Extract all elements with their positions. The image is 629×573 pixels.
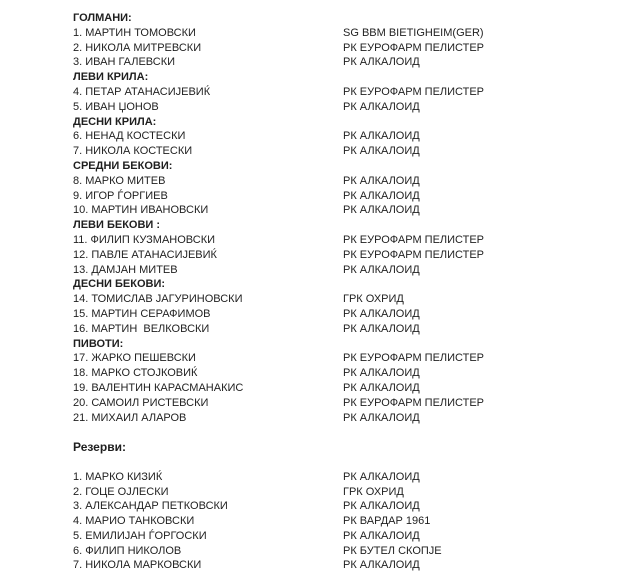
- player-name: 12. ПАВЛЕ АТАНАСИЈЕВИЌ: [73, 248, 217, 261]
- player-row: [73, 189, 609, 204]
- player-club: РК АЛКАЛОИД: [343, 174, 420, 187]
- player-row: [73, 558, 609, 573]
- player-row: [73, 351, 609, 366]
- player-row: [73, 174, 609, 189]
- player-club: РК АЛКАЛОИД: [343, 411, 420, 424]
- player-name: 3. АЛЕКСАНДАР ПЕТКОВСКИ: [73, 500, 228, 513]
- player-row: [73, 100, 609, 115]
- section-header: ПИВОТИ:: [73, 337, 124, 350]
- player-row: [73, 499, 609, 514]
- player-club: РК АЛКАЛОИД: [343, 381, 420, 394]
- player-name: 5. ЕМИЛИЈАН ЃОРГОСКИ: [73, 529, 207, 542]
- player-club: РК АЛКАЛОИД: [343, 263, 420, 276]
- player-row: [73, 307, 609, 322]
- player-club: РК ВАРДАР 1961: [343, 515, 431, 528]
- section-header: ГОЛМАНИ:: [73, 12, 132, 24]
- player-club: РК АЛКАЛОИД: [343, 367, 420, 380]
- section-header: ДЕСНИ КРИЛА:: [73, 115, 157, 128]
- player-club: РК АЛКАЛОИД: [343, 56, 420, 69]
- player-club: РК АЛКАЛОИД: [343, 307, 420, 320]
- player-name: 21. МИХАИЛ АЛАРОВ: [73, 411, 187, 424]
- player-row: [73, 366, 609, 381]
- player-club: РК АЛКАЛОИД: [343, 130, 420, 143]
- player-club: РК БУТЕЛ СКОПЈЕ: [343, 544, 442, 557]
- player-name: 16. МАРТИН ВЕЛКОВСКИ: [73, 322, 210, 335]
- player-club: РК АЛКАЛОИД: [343, 559, 420, 572]
- player-row: [73, 129, 609, 144]
- player-name: 7. НИКОЛА МАРКОВСКИ: [73, 559, 202, 572]
- player-name: 15. МАРТИН СЕРАФИМОВ: [73, 307, 211, 320]
- player-name: 4. МАРИО ТАНКОВСКИ: [73, 515, 195, 528]
- player-name: 8. МАРКО МИТЕВ: [73, 174, 166, 187]
- section-header: ЛЕВИ БЕКОВИ :: [73, 219, 161, 232]
- player-club: РК АЛКАЛОИД: [343, 322, 420, 335]
- player-name: 4. ПЕТАР АТАНАСИЈЕВИЌ: [73, 85, 211, 98]
- player-club: РК ЕУРОФАРМ ПЕЛИСТЕР: [343, 85, 485, 98]
- player-name: 2. ГОЦЕ ОЈЛЕСКИ: [73, 485, 169, 498]
- section-header: ЛЕВИ КРИЛА:: [73, 71, 149, 84]
- player-row: [73, 41, 609, 56]
- player-name: 1. МАРКО КИЗИЌ: [73, 470, 163, 483]
- player-name: 6. НЕНАД КОСТЕСКИ: [73, 130, 186, 143]
- player-name: 2. НИКОЛА МИТРЕВСКИ: [73, 41, 202, 54]
- player-club: РК АЛКАЛОИД: [343, 145, 420, 158]
- player-name: 14. ТОМИСЛАВ ЈАГУРИНОВСКИ: [73, 293, 243, 306]
- player-row: [73, 203, 609, 218]
- player-club: РК АЛКАЛОИД: [343, 189, 420, 202]
- player-row: [73, 292, 609, 307]
- player-row: [73, 470, 609, 485]
- player-name: 20. САМОИЛ РИСТЕВСКИ: [73, 396, 209, 409]
- player-row: [73, 411, 609, 426]
- player-row: [73, 396, 609, 411]
- player-row: [73, 248, 609, 263]
- player-row: [73, 263, 609, 278]
- player-name: 13. ДАМЈАН МИТЕВ: [73, 263, 178, 276]
- player-club: РК ЕУРОФАРМ ПЕЛИСТЕР: [343, 41, 485, 54]
- player-row: [73, 544, 609, 559]
- spacer: [73, 425, 609, 440]
- player-name: 11. ФИЛИП КУЗМАНОВСКИ: [73, 233, 216, 246]
- player-club: РК ЕУРОФАРМ ПЕЛИСТЕР: [343, 396, 485, 409]
- player-name: 9. ИГОР ЃОРГИЕВ: [73, 189, 168, 202]
- player-name: 3. ИВАН ГАЛЕВСКИ: [73, 56, 176, 69]
- player-club: ГРК ОХРИД: [343, 485, 404, 498]
- player-name: 18. МАРКО СТОЈКОВИЌ: [73, 367, 198, 380]
- section-header: ДЕСНИ БЕКОВИ:: [73, 278, 166, 291]
- player-row: [73, 55, 609, 70]
- player-club: РК АЛКАЛОИД: [343, 204, 420, 217]
- player-name: 1. МАРТИН ТОМОВСКИ: [73, 26, 196, 39]
- player-club: РК ЕУРОФАРМ ПЕЛИСТЕР: [343, 352, 485, 365]
- player-row: [73, 514, 609, 529]
- player-row: [73, 26, 609, 41]
- spacer: [73, 455, 609, 470]
- player-name: 17. ЖАРКО ПЕШЕВСКИ: [73, 352, 196, 365]
- player-row: [73, 233, 609, 248]
- player-club: РК АЛКАЛОИД: [343, 529, 420, 542]
- player-club: РК АЛКАЛОИД: [343, 500, 420, 513]
- player-row: [73, 85, 609, 100]
- player-row: [73, 381, 609, 396]
- player-row: [73, 485, 609, 500]
- player-club: SG BBM BIETIGHEIM(GER): [343, 26, 484, 39]
- player-row: [73, 144, 609, 159]
- player-club: РК ЕУРОФАРМ ПЕЛИСТЕР: [343, 233, 485, 246]
- player-row: [73, 322, 609, 337]
- player-name: 6. ФИЛИП НИКОЛОВ: [73, 544, 182, 557]
- player-name: 7. НИКОЛА КОСТЕСКИ: [73, 145, 193, 158]
- reserves-header: Резерви:: [73, 440, 126, 455]
- player-row: [73, 529, 609, 544]
- main-roster: [73, 11, 609, 425]
- player-name: 10. МАРТИН ИВАНОВСКИ: [73, 204, 209, 217]
- player-club: ГРК ОХРИД: [343, 293, 404, 306]
- player-club: РК АЛКАЛОИД: [343, 470, 420, 483]
- player-club: РК АЛКАЛОИД: [343, 100, 420, 113]
- player-name: 19. ВАЛЕНТИН КАРАСМАНАКИС: [73, 381, 244, 394]
- player-name: 5. ИВАН ЏОНОВ: [73, 100, 159, 113]
- section-header: СРЕДНИ БЕКОВИ:: [73, 159, 173, 172]
- player-club: РК ЕУРОФАРМ ПЕЛИСТЕР: [343, 248, 485, 261]
- reserves-list: [73, 470, 609, 573]
